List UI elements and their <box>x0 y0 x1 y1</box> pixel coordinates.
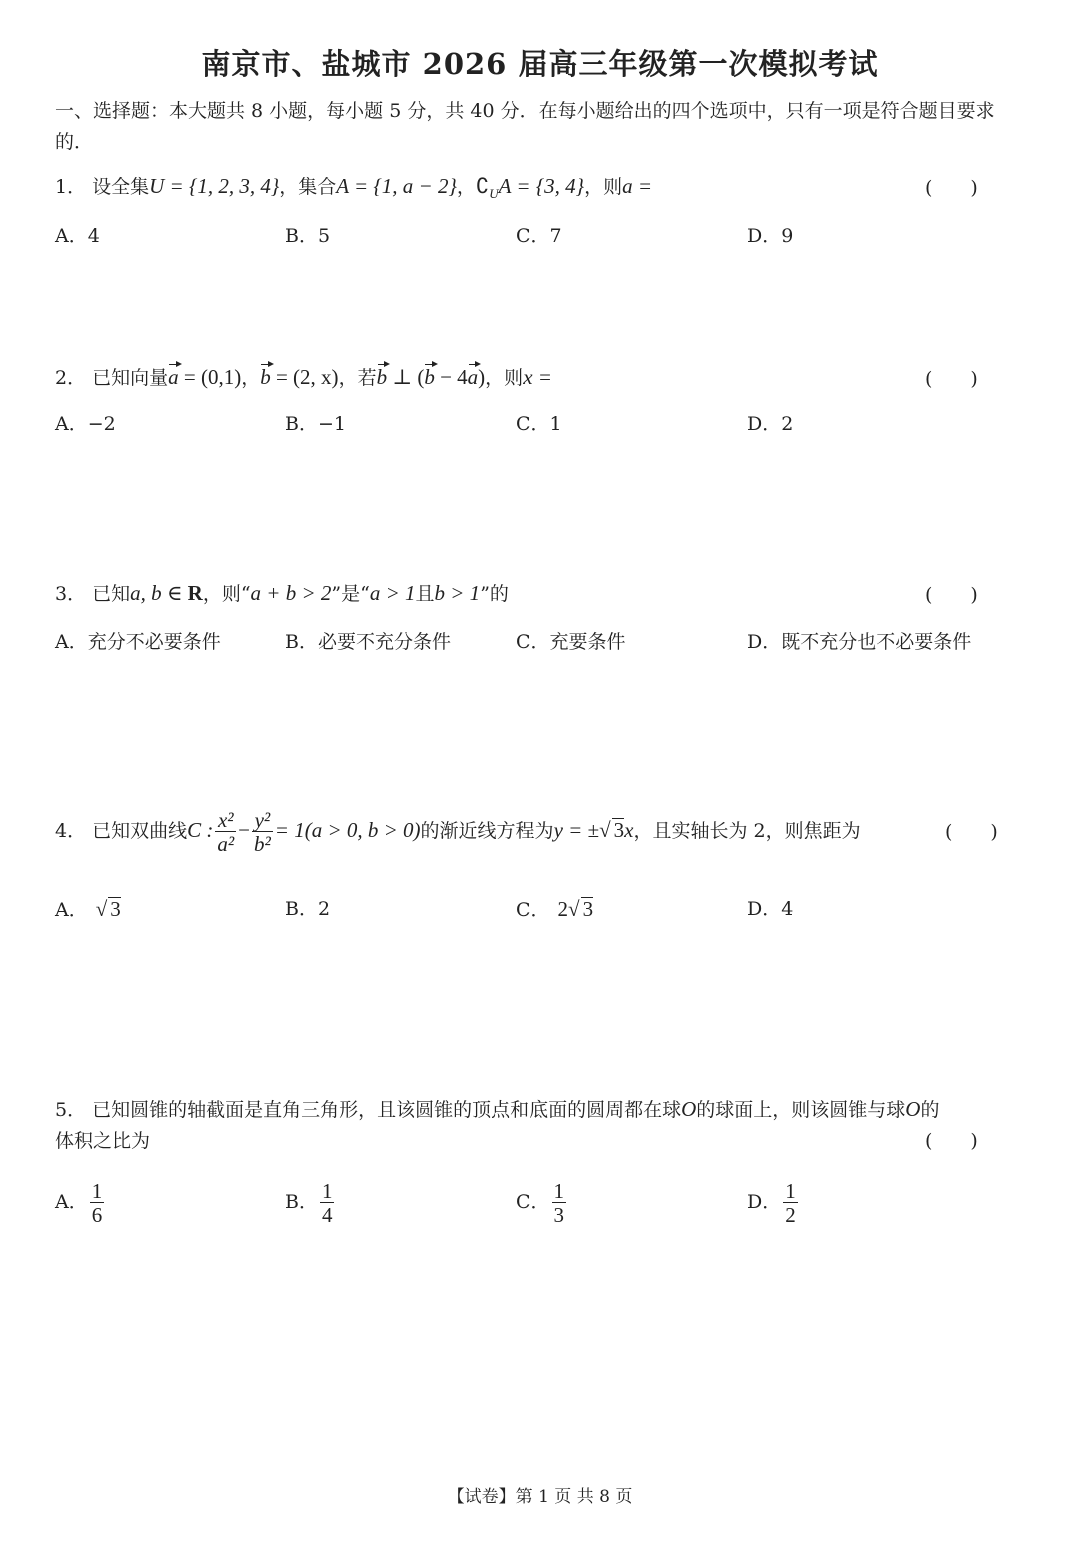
option-c: C．充要条件 <box>516 631 626 653</box>
answer-bracket: ( ) <box>925 1130 978 1152</box>
option-d: D．既不充分也不必要条件 <box>747 631 972 653</box>
option-a: A．−2 <box>55 413 116 435</box>
option-b: B．5 <box>285 225 331 247</box>
answer-bracket: ( ) <box>925 177 978 199</box>
sqrt: 3 <box>613 818 625 842</box>
option-d: D．2 <box>747 413 794 435</box>
option-b: B．−1 <box>285 413 346 435</box>
fraction: $\frac{1}{3}$ <box>553 1178 565 1227</box>
answer-bracket: ( ) <box>945 821 998 843</box>
option-a: A． √ 3 <box>55 897 121 921</box>
question-number: 5． <box>55 1099 87 1121</box>
question-number: 1． <box>55 176 87 198</box>
option-c: C． $\frac{1}{3}$ <box>516 1178 565 1227</box>
question-2: 2． 已知向量a = (0,1)，b = (2, x)，若b ⊥ (b − 4a)，则x = <box>55 362 1030 393</box>
section-instructions: 一、选择题：本大题共 8 小题，每小题 5 分，共 40 分．在每小题给出的四个选项中，只有一项是符合题目要求的． <box>55 100 995 153</box>
option-c: C．7 <box>516 225 562 247</box>
fraction: $\frac{\text{y²}}{\text{b²}}$ <box>254 807 271 856</box>
option-d: D．9 <box>747 225 794 247</box>
page-title: 南京市、盐城市 2026 届高三年级第一次模拟考试 <box>201 47 879 81</box>
question-number: 4． <box>55 820 87 842</box>
option-a: A．4 <box>55 225 100 247</box>
fraction: $\frac{1}{6}$ <box>91 1178 103 1227</box>
page-footer: 【试卷】第 1 页 共 8 页 <box>447 1487 633 1507</box>
option-a: A．充分不必要条件 <box>55 631 221 653</box>
fraction: $\frac{1}{4}$ <box>321 1178 333 1227</box>
option-b: B．2 <box>285 898 331 920</box>
question-4: 4． 已知双曲线C : $\frac{\text{x²}}{\text{a²}}$ − $\frac{\text{y²}}{\text{b²}}$ = 1(a > 0, b > 0)的渐近线方程为y = ±√ 3x，且实轴长为 2，则焦距为 <box>55 807 861 856</box>
question-3: 3． 已知a, b ∈ R，则“a + b > 2”是“a > 1且b > 1”的 <box>55 581 509 605</box>
option-c: C．1 <box>516 413 562 435</box>
question-number: 2． <box>55 367 87 389</box>
fraction: $\frac{1}{2}$ <box>785 1178 796 1227</box>
fraction: $\frac{\text{x²}}{\text{a²}}$ <box>217 807 235 856</box>
option-b: B． $\frac{1}{4}$ <box>285 1178 333 1227</box>
question-1: 1． 设全集U = {1, 2, 3, 4}，集合A = {1, a − 2}，$∁_UA = \{3$, 4}，则a = <box>55 174 652 201</box>
option-c: C． 2√ 3 <box>516 897 594 921</box>
question-5: 5． 已知圆锥的轴截面是直角三角形，且该圆锥的顶点和底面的圆周都在球O的球面上，则该圆锥与球O的 体积之比为 <box>55 1097 940 1152</box>
option-b: B．必要不充分条件 <box>285 631 451 653</box>
option-d: D． $\frac{1}{2}$ <box>747 1178 796 1227</box>
option-d: D．4 <box>747 898 794 920</box>
answer-bracket: ( ) <box>925 584 978 606</box>
option-a: A． $\frac{1}{6}$ <box>55 1178 103 1227</box>
answer-bracket: ( ) <box>925 368 978 390</box>
question-number: 3． <box>55 583 87 605</box>
